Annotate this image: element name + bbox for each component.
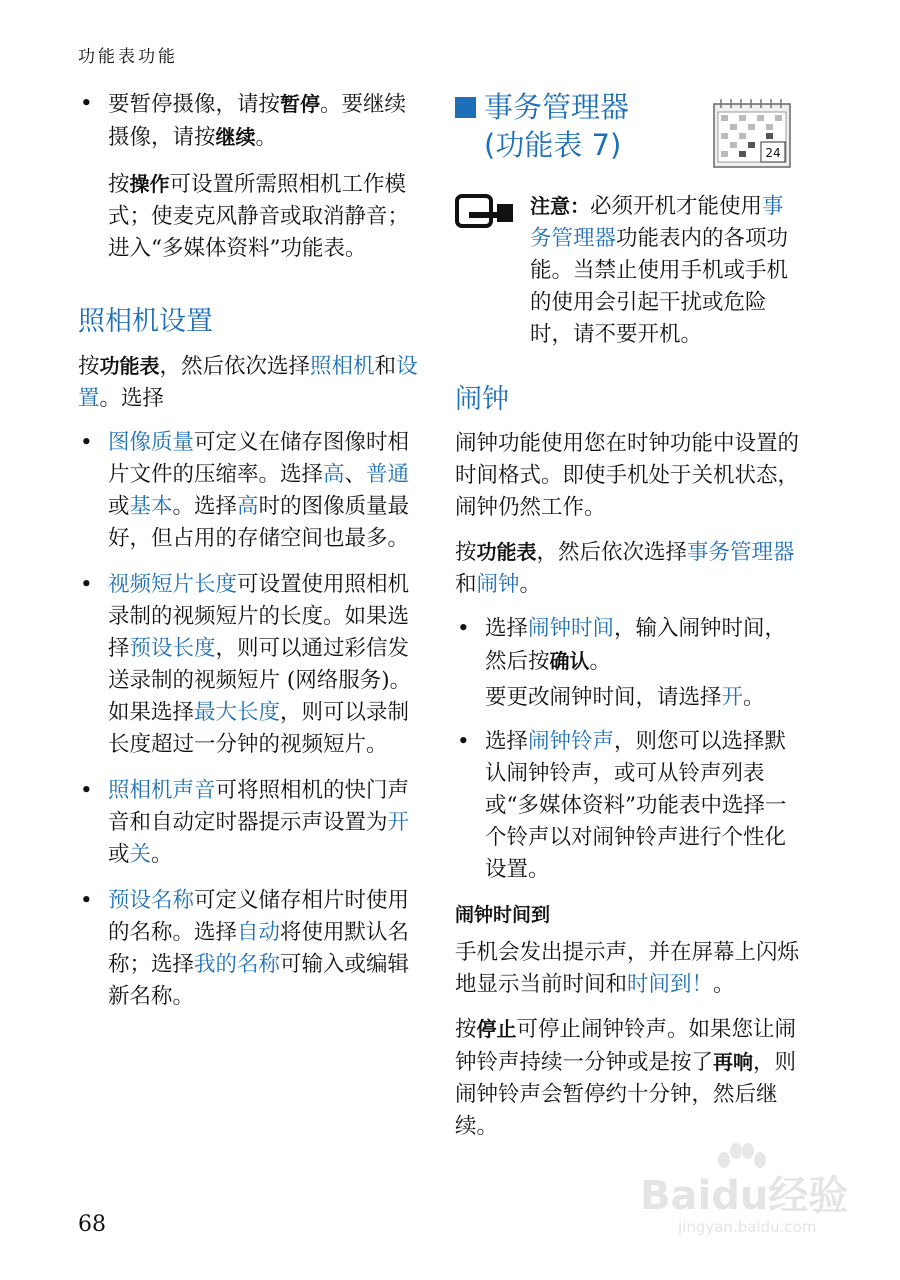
alarm-intro: 闹钟功能使用您在时钟功能中设置的时间格式。即使手机处于关机状态，闹钟仍然工作。 [455, 431, 800, 520]
link-settings: 设置 [78, 354, 418, 411]
bullet-camera-sound: • 照相机声音可将照相机的快门声音和自动定时器提示声设置为开或关。 [78, 775, 423, 871]
bullet-video-length: • 视频短片长度可设置使用照相机录制的视频短片的长度。如果选择预设长度，则可以通过彩信发送录制的视频短片 (网络服务)。如果选择最大长度，则可以录制长度超过一分钟的视频短片。 [78, 569, 423, 761]
left-column [78, 88, 423, 1027]
calendar-icon [713, 98, 791, 168]
bullet-image-quality: • 图像质量可定义在储存图像时相片文件的压缩率。选择高、普通或基本。选择高时的图像质量最好，但占用的存储空间也最多。 [78, 427, 423, 555]
bullet-dot: • [457, 616, 470, 641]
bullet-alarm-tone: • 选择闹钟铃声，则您可以选择默认闹钟铃声，或可从铃声列表或“多媒体资料”功能表中选择一个铃声以对闹钟铃声进行个性化设置。 [455, 726, 800, 886]
bullet-pause-recording: • 要暂停摄像，请按暂停。要继续摄像，请按继续。 [78, 88, 423, 154]
link-camera: 照相机 [310, 354, 375, 379]
bullet-dot: • [457, 729, 470, 754]
running-header: 功能表功能 [78, 47, 178, 67]
alarm-change-note: 要更改闹钟时间，请选择开。 [485, 685, 765, 710]
organizer-menu-number: (功能表 7) [484, 128, 622, 162]
right-column [455, 88, 800, 1155]
note-hand-icon [455, 192, 515, 232]
watermark-logo: Baidu经验 [640, 1173, 849, 1219]
alarm-stop-text: 按停止可停止闹钟铃声。如果您让闹钟铃声持续一分钟或是按了再响，则闹钟铃声会暂停约十分钟，然后继续。 [455, 1017, 797, 1139]
bullet-dot: • [80, 91, 93, 116]
heading-square-icon [455, 97, 476, 118]
bullet-alarm-time: • 选择闹钟时间，输入闹钟时间，然后按确认。 [455, 613, 800, 678]
bullet-default-name: • 预设名称可定义储存相片时使用的名称。选择自动将使用默认名称；选择我的名称可输入或编辑新名称。 [78, 885, 423, 1013]
alarm-due-text: 手机会发出提示声，并在屏幕上闪烁地显示当前时间和时间到！。 [455, 940, 800, 997]
bullet-dot: • [80, 572, 93, 597]
baidu-watermark [640, 1150, 850, 1260]
organizer-section-header [455, 88, 800, 164]
bullet-dot: • [80, 888, 93, 913]
page-number: 68 [78, 1212, 106, 1237]
alarm-due-heading: 闹钟时间到 [455, 904, 551, 926]
bullet-dot: • [80, 778, 93, 803]
camera-settings-intro: 按功能表，然后依次选择照相机和设置。选择 [78, 354, 418, 411]
alarm-menu-path: 按功能表，然后依次选择事务管理器和闹钟。 [455, 540, 795, 597]
link-organizer: 事务管理器 [530, 194, 784, 251]
options-paragraph: 按操作可设置所需照相机工作模式；使麦克风静音或取消静音；进入“多媒体资料”功能表。 [108, 172, 410, 261]
note-block: 注意：必须开机才能使用事务管理器功能表内的各项功能。当禁止使用手机或手机的使用会引起干扰或危险时，请不要开机。 [455, 190, 800, 351]
camera-settings-heading: 照相机设置 [78, 306, 213, 337]
calendar-day: 24 [765, 146, 781, 160]
organizer-heading: 事务管理器 [455, 88, 800, 126]
bullet-dot: • [80, 430, 93, 455]
watermark-url: jingyan.baidu.com [678, 1218, 817, 1236]
alarm-heading: 闹钟 [455, 384, 509, 415]
